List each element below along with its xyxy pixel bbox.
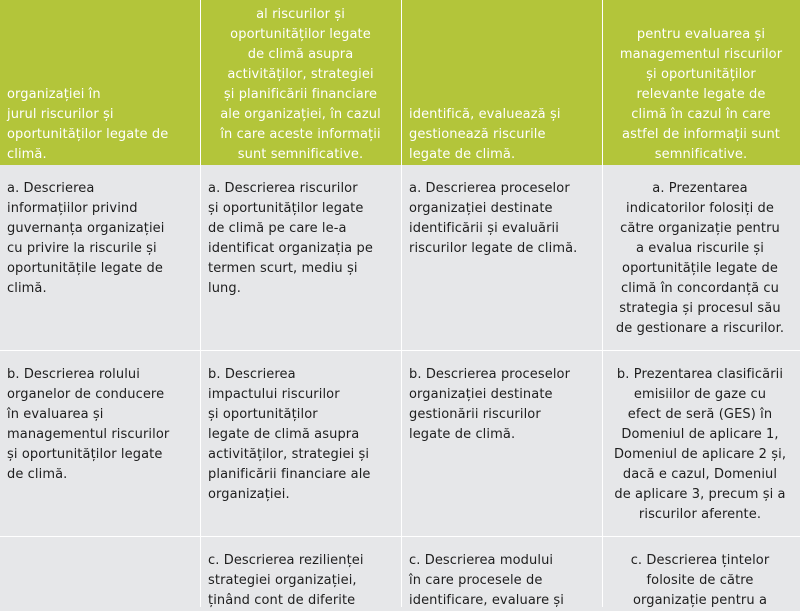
table-cell xyxy=(0,537,201,607)
table-cell: c. Descrierea țintelor folosite de către organizație pentru a xyxy=(603,537,800,607)
table-cell: c. Descrierea rezilienței strategiei organizației, ținând cont de diferite xyxy=(201,537,402,607)
table-cell: a. Prezentarea indicatorilor folosiți de către organizație pentru a evalua riscurile și oportunitățile legate de climă în concordanță cu strategia și procesul său de gestionare a riscurilor. xyxy=(603,165,800,351)
header-cell-strategy: al riscurilor și oportunităților legate de climă asupra activităților, strategiei și planificării financiare ale organizației, în cazul în care aceste informații sunt semnificative. xyxy=(201,0,402,165)
table-cell: a. Descrierea riscurilor și oportunităților legate de climă pe care le-a identificat organizația pe termen scurt, mediu și lung. xyxy=(201,165,402,351)
table-cell: c. Descrierea modului în care procesele de identificare, evaluare și xyxy=(402,537,603,607)
table-cell: b. Prezentarea clasificării emisiilor de gaze cu efect de seră (GES) în Domeniul de aplicare 1, Domeniul de aplicare 2 și, dacă e cazul, Domeniul de aplicare 3, precum și a riscurilor aferente. xyxy=(603,351,800,537)
header-cell-governance: organizației în jurul riscurilor și oportunităților legate de climă. xyxy=(0,0,201,165)
table-cell: b. Descrierea impactului riscurilor și oportunităților legate de climă asupra activităților, strategiei și planificării financiare ale organizației. xyxy=(201,351,402,537)
header-cell-metrics-targets: pentru evaluarea și managementul riscurilor și oportunităților relevante legate de climă în cazul în care astfel de informații sunt semnificative. xyxy=(603,0,800,165)
table-cell: a. Descrierea proceselor organizației destinate identificării și evaluării riscurilor legate de climă. xyxy=(402,165,603,351)
table-cell: b. Descrierea proceselor organizației destinate gestionării riscurilor legate de climă. xyxy=(402,351,603,537)
header-cell-risk-management: identifică, evaluează și gestionează riscurile legate de climă. xyxy=(402,0,603,165)
table-cell: a. Descrierea informațiilor privind guvernanța organizației cu privire la riscurile și oportunitățile legate de climă. xyxy=(0,165,201,351)
table-cell: b. Descrierea rolului organelor de conducere în evaluarea și managementul riscurilor și oportunităților legate de climă. xyxy=(0,351,201,537)
